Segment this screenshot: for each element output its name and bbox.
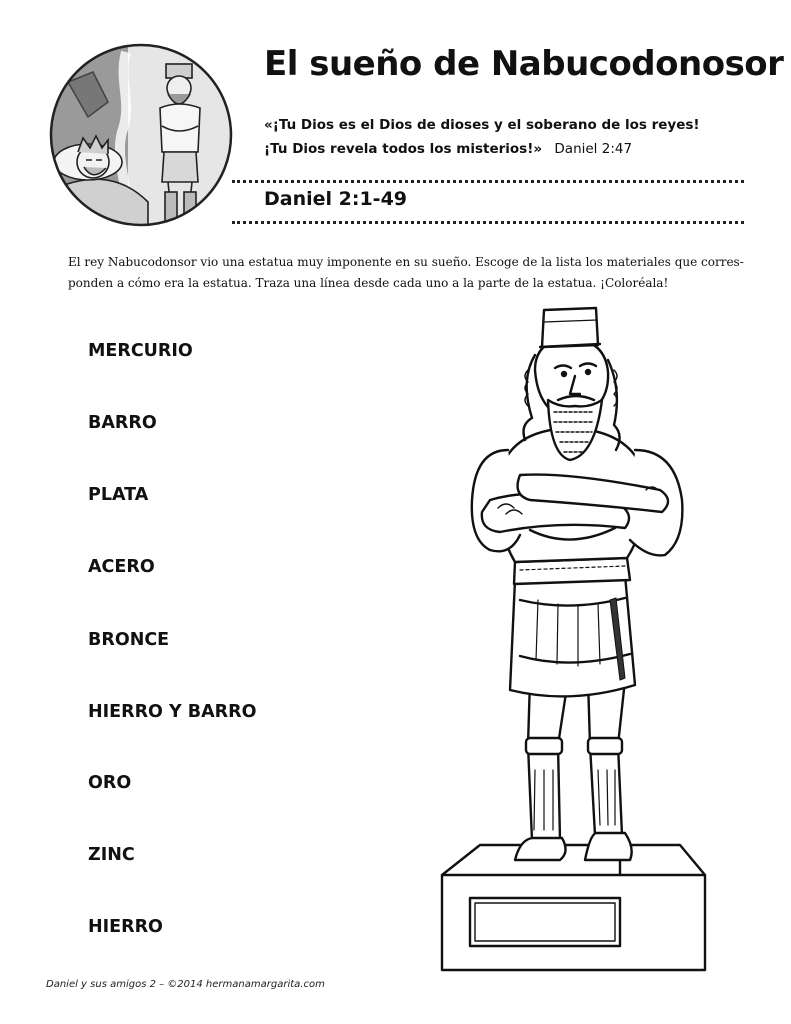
dream-illustration <box>48 42 234 228</box>
verse-quote-line-2 <box>264 141 632 157</box>
material-item: MERCURIO <box>88 341 193 361</box>
material-item: ZINC <box>88 845 135 865</box>
material-item: BARRO <box>88 413 157 433</box>
material-item: ACERO <box>88 557 155 577</box>
crown <box>542 308 598 347</box>
material-item: BRONCE <box>88 630 170 650</box>
material-item: PLATA <box>88 485 149 505</box>
verse-quote-line-1: «¡Tu Dios es el Dios de dioses y el soberano de los reyes! <box>264 117 700 133</box>
material-item: HIERRO Y BARRO <box>88 702 257 722</box>
verse-quote-text: ¡Tu Dios revela todos los misterios!» <box>264 141 543 157</box>
material-item: ORO <box>88 773 132 793</box>
material-item: HIERRO <box>88 917 163 937</box>
instructions-text: El rey Nabucodonsor vio una estatua muy imponente en su sueño. Escoge de la lista los materiales que corres-ponden a cómo era la estatua. Traza una línea desde cada uno a la parte de la estatua. ¡Coloréala! <box>68 255 744 290</box>
dotted-divider-bottom <box>232 221 744 224</box>
right-leg <box>588 680 625 835</box>
pedestal-plaque <box>470 898 620 946</box>
verse-reference: Daniel 2:47 <box>554 141 633 157</box>
page-title: El sueño de Nabucodonosor <box>264 44 784 84</box>
passage-reference: Daniel 2:1-49 <box>264 188 408 210</box>
right-foot <box>585 833 632 860</box>
footer-credit: Daniel y sus amigos 2 – ©2014 hermanamargarita.com <box>46 979 325 990</box>
statue-illustration <box>420 300 720 980</box>
dotted-divider-top <box>232 180 744 183</box>
left-foot <box>515 838 566 860</box>
